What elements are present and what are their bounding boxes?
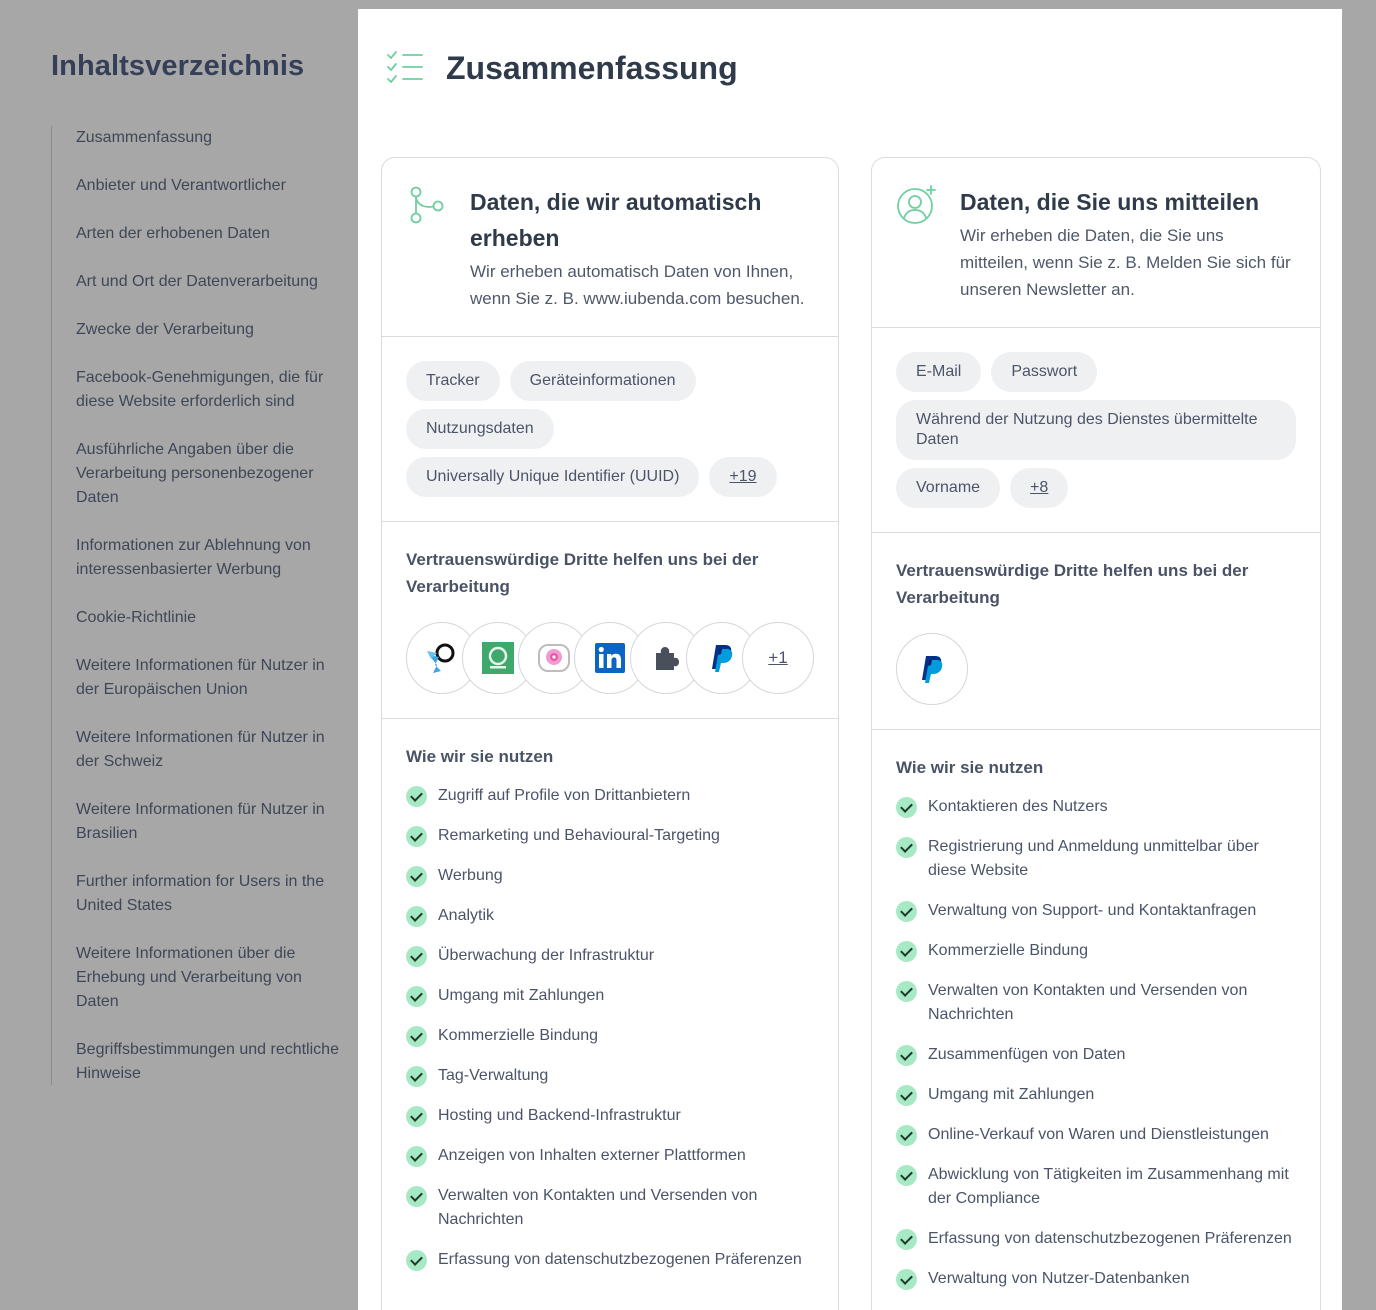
use-item[interactable]: [406, 1024, 814, 1048]
card-header: [872, 158, 1320, 328]
toc-list: [51, 126, 341, 1085]
use-item[interactable]: [896, 1227, 1296, 1251]
use-item[interactable]: [896, 1083, 1296, 1107]
toc-item[interactable]: Weitere Informationen für Nutzer in der Europäischen Union: [76, 657, 325, 698]
toc-item[interactable]: Cookie-Richtlinie: [76, 609, 197, 626]
check-icon: [896, 837, 917, 858]
card-description: Wir erheben automatisch Daten von Ihnen, wenn Sie z. B. www.iubenda.com besuchen.: [470, 262, 805, 308]
data-type-tag: Nutzungsdaten: [406, 409, 554, 449]
use-label: Erfassung von datenschutzbezogenen Präferenzen: [928, 1230, 1292, 1247]
use-item[interactable]: [406, 864, 814, 888]
toc-item[interactable]: Zwecke der Verarbeitung: [76, 321, 254, 338]
checklist-icon: [386, 49, 424, 87]
use-label: Remarketing und Behavioural-Targeting: [438, 827, 720, 844]
check-icon: [896, 1165, 917, 1186]
toc-item[interactable]: Weitere Informationen für Nutzer in der Schweiz: [76, 729, 325, 770]
check-icon: [406, 786, 427, 807]
check-icon: [896, 1269, 917, 1290]
data-types-section: [872, 328, 1320, 533]
uses-title: Wie wir sie nutzen: [896, 758, 1044, 777]
toc-item[interactable]: Further information for Users in the United States: [76, 873, 325, 914]
use-label: Verwaltung von Support- und Kontaktanfragen: [928, 902, 1257, 919]
check-icon: [406, 946, 427, 967]
check-icon: [406, 1186, 427, 1207]
toc-item[interactable]: Facebook-Genehmigungen, die für diese Website erforderlich sind: [76, 369, 324, 410]
check-icon: [406, 1026, 427, 1047]
use-label: Verwaltung von Nutzer-Datenbanken: [928, 1270, 1190, 1287]
third-party-logos: [896, 633, 1296, 705]
toc-item[interactable]: Begriffsbestimmungen und rechtliche Hinweise: [76, 1041, 339, 1082]
check-icon: [896, 941, 917, 962]
toc-item[interactable]: Weitere Informationen für Nutzer in Brasilien: [76, 801, 325, 842]
data-type-tag: E-Mail: [896, 352, 981, 392]
summary-header: [386, 49, 738, 87]
check-icon: [896, 1085, 917, 1106]
card-description: Wir erheben die Daten, die Sie uns mitteilen, wenn Sie z. B. Melden Sie sich für unseren Newsletter an.: [960, 226, 1291, 299]
check-icon: [406, 1250, 427, 1271]
data-type-tag: Tracker: [406, 361, 500, 401]
toc-item[interactable]: Informationen zur Ablehnung von interessenbasierter Werbung: [76, 537, 311, 578]
use-item[interactable]: [406, 1064, 814, 1088]
more-data-types-button[interactable]: +8: [1010, 468, 1068, 508]
check-icon: [896, 1045, 917, 1066]
use-item[interactable]: [896, 835, 1296, 883]
use-label: Tag-Verwaltung: [438, 1067, 549, 1084]
check-icon: [406, 1106, 427, 1127]
use-item[interactable]: [406, 1104, 814, 1128]
use-label: Verwalten von Kontakten und Versenden von Nachrichten: [928, 982, 1248, 1023]
auto-collected-data-card: [381, 157, 839, 1310]
use-item[interactable]: [406, 984, 814, 1008]
use-label: Werbung: [438, 867, 503, 884]
toc-item[interactable]: Art und Ort der Datenverarbeitung: [76, 273, 318, 290]
uses-list: [406, 784, 814, 1272]
check-icon: [896, 1125, 917, 1146]
use-label: Hosting und Backend-Infrastruktur: [438, 1107, 681, 1124]
use-label: Zugriff auf Profile von Drittanbietern: [438, 787, 691, 804]
summary-panel: [358, 9, 1342, 1310]
use-label: Kommerzielle Bindung: [928, 942, 1089, 959]
third-parties-section: [872, 533, 1320, 730]
use-item[interactable]: [406, 1248, 814, 1272]
use-label: Kommerzielle Bindung: [438, 1027, 599, 1044]
use-item[interactable]: [896, 1123, 1296, 1147]
user-add-icon: [896, 184, 938, 226]
toc-item[interactable]: Arten der erhobenen Daten: [76, 225, 270, 242]
check-icon: [406, 986, 427, 1007]
third-parties-title: Vertrauenswürdige Dritte helfen uns bei der Verarbeitung: [406, 550, 759, 596]
toc-item[interactable]: Ausführliche Angaben über die Verarbeitung personenbezogener Daten: [76, 441, 314, 506]
toc-item[interactable]: Anbieter und Verantwortlicher: [76, 177, 286, 194]
third-parties-section: [382, 522, 838, 719]
uses-title: Wie wir sie nutzen: [406, 747, 554, 766]
use-label: Kontaktieren des Nutzers: [928, 798, 1108, 815]
use-label: Zusammenfügen von Daten: [928, 1046, 1126, 1063]
branch-icon: [406, 184, 448, 226]
use-label: Erfassung von datenschutzbezogenen Präferenzen: [438, 1251, 802, 1268]
data-type-tag: Vorname: [896, 468, 1000, 508]
use-item[interactable]: [896, 795, 1296, 819]
more-data-types-button[interactable]: +19: [709, 457, 776, 497]
check-icon: [896, 981, 917, 1002]
use-label: Registrierung und Anmeldung unmittelbar über diese Website: [928, 838, 1259, 879]
card-title: Daten, die wir automatisch erheben: [470, 189, 762, 251]
third-parties-title: Vertrauenswürdige Dritte helfen uns bei der Verarbeitung: [896, 561, 1249, 607]
data-type-tag: Universally Unique Identifier (UUID): [406, 457, 699, 497]
data-type-tags: [406, 361, 814, 497]
check-icon: [406, 826, 427, 847]
use-item[interactable]: [896, 939, 1296, 963]
use-label: Analytik: [438, 907, 495, 924]
page-title: Zusammenfassung: [446, 49, 738, 86]
use-item[interactable]: [406, 944, 814, 968]
data-type-tags: [896, 352, 1296, 508]
toc-item[interactable]: Zusammenfassung: [76, 129, 213, 146]
data-type-tag: Geräteinformationen: [510, 361, 696, 401]
use-label: Überwachung der Infrastruktur: [438, 947, 655, 964]
data-types-section: [382, 337, 838, 522]
check-icon: [406, 866, 427, 887]
check-icon: [896, 1229, 917, 1250]
use-label: Umgang mit Zahlungen: [438, 987, 605, 1004]
use-item[interactable]: [406, 784, 814, 808]
uses-section: [872, 730, 1320, 1310]
use-item[interactable]: [406, 1144, 814, 1168]
use-label: Online-Verkauf von Waren und Dienstleistungen: [928, 1126, 1269, 1143]
use-item[interactable]: [406, 1184, 814, 1232]
check-icon: [406, 1066, 427, 1087]
check-icon: [406, 1146, 427, 1167]
user-provided-data-card: [871, 157, 1321, 1310]
check-icon: [406, 906, 427, 927]
card-title: Daten, die Sie uns mitteilen: [960, 189, 1260, 215]
card-header: [382, 158, 838, 337]
use-item[interactable]: [406, 824, 814, 848]
use-item[interactable]: [896, 1163, 1296, 1211]
data-type-tag: Passwort: [991, 352, 1097, 392]
more-third-parties-button[interactable]: +1: [742, 622, 814, 694]
paypal-logo[interactable]: [896, 633, 968, 705]
check-icon: [896, 797, 917, 818]
use-label: Abwicklung von Tätigkeiten im Zusammenhang mit der Compliance: [928, 1166, 1289, 1207]
data-type-tag: Während der Nutzung des Dienstes übermittelte Daten: [896, 400, 1296, 460]
toc-title: Inhaltsverzeichnis: [51, 50, 305, 82]
use-item[interactable]: [896, 899, 1296, 923]
table-of-contents: [0, 0, 358, 1310]
uses-list: [896, 795, 1296, 1291]
use-label: Anzeigen von Inhalten externer Plattformen: [438, 1147, 746, 1164]
use-label: Verwalten von Kontakten und Versenden von Nachrichten: [438, 1187, 758, 1228]
use-item[interactable]: [896, 1267, 1296, 1291]
use-item[interactable]: [406, 904, 814, 928]
use-item[interactable]: [896, 979, 1296, 1027]
use-label: Umgang mit Zahlungen: [928, 1086, 1095, 1103]
check-icon: [896, 901, 917, 922]
use-item[interactable]: [896, 1043, 1296, 1067]
uses-section: [382, 719, 838, 1310]
toc-item[interactable]: Weitere Informationen über die Erhebung und Verarbeitung von Daten: [76, 945, 302, 1010]
third-party-logos: [406, 622, 814, 694]
